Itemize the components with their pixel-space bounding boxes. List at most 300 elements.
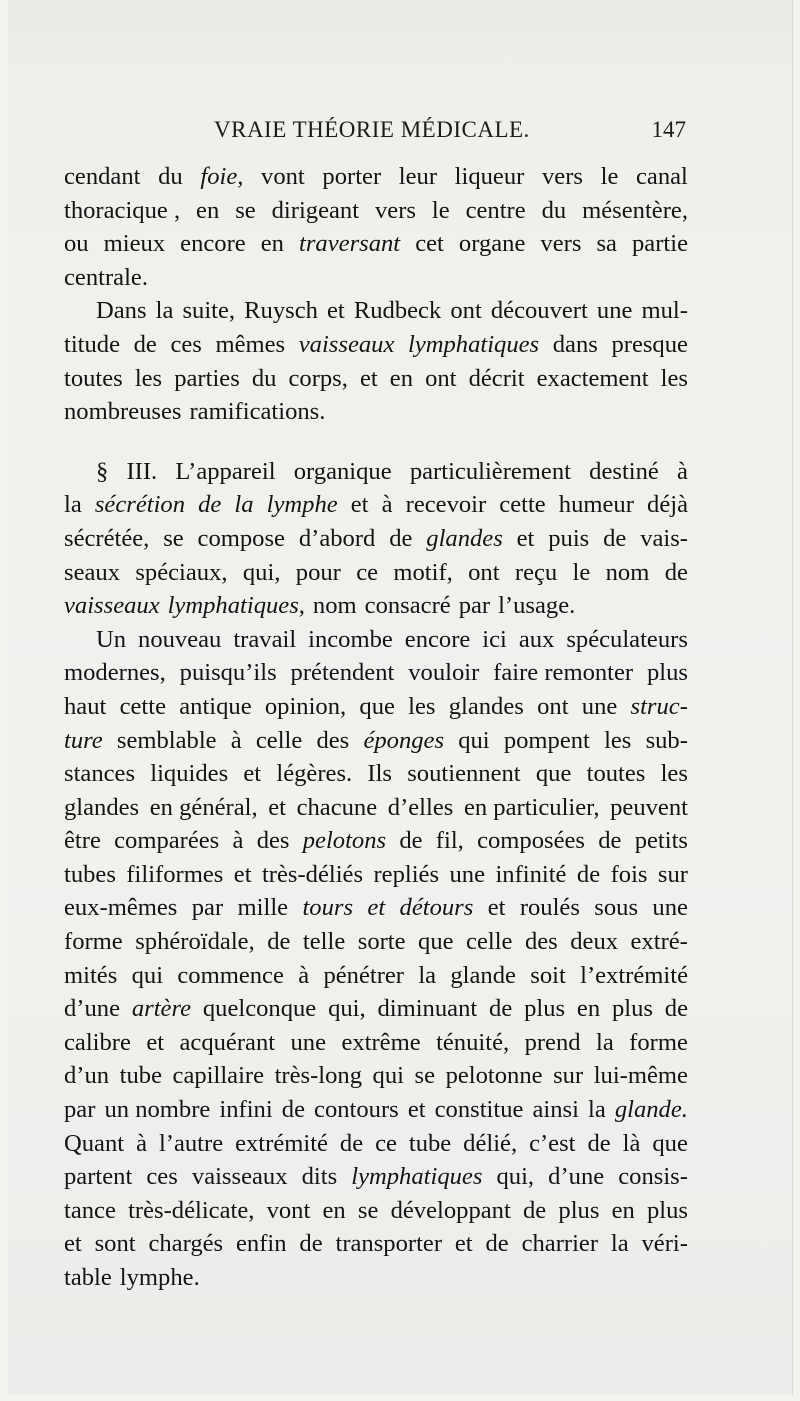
body-text (64, 160, 688, 1295)
word: peuvent (610, 793, 688, 821)
text-line (64, 328, 688, 362)
word: consacré (364, 592, 451, 620)
word: suite, (182, 297, 236, 325)
text-line (64, 1093, 688, 1127)
word: les (660, 760, 688, 788)
word: vaisseaux (191, 1163, 288, 1191)
word: sa (596, 230, 617, 258)
text-line (64, 791, 688, 825)
word: toutes (586, 760, 646, 788)
text-line (64, 1127, 688, 1161)
word: recevoir (405, 491, 487, 519)
word: et (233, 860, 252, 888)
word: ces (146, 1163, 178, 1191)
text-line (64, 925, 688, 959)
word: partie (632, 230, 688, 258)
text-line (64, 194, 688, 228)
word: glande. (614, 1096, 688, 1124)
word: l’autre (158, 1129, 224, 1157)
word: à (232, 827, 244, 855)
word: la (64, 491, 82, 519)
word: sous (594, 894, 639, 922)
word: partent (64, 1163, 133, 1191)
word: à (677, 457, 688, 485)
word: nom (312, 592, 357, 620)
word: vers (374, 196, 416, 224)
word: qui (458, 726, 490, 754)
word: charrier (521, 1230, 599, 1258)
word: un nombre (104, 1096, 211, 1124)
word: et (327, 297, 345, 325)
word: tubes (64, 860, 116, 888)
text-line (64, 261, 688, 295)
word: faire remonter (493, 659, 634, 687)
word: cette (119, 692, 166, 720)
word: l’usage. (498, 592, 576, 620)
word: L’appareil (175, 457, 276, 485)
word: dits (301, 1163, 338, 1191)
word: de (522, 1196, 547, 1224)
word: nouveau (138, 625, 222, 653)
word: pour (295, 558, 341, 586)
word: se (414, 1062, 436, 1090)
word: antique (179, 692, 252, 720)
word: chacune (296, 793, 378, 821)
text-line (64, 824, 688, 858)
word: à (230, 726, 242, 754)
word: extré- (630, 928, 688, 956)
word: extrémité (235, 1129, 328, 1157)
word: ici (482, 625, 507, 653)
text-line (64, 891, 688, 925)
word: liquides (150, 760, 229, 788)
word: en (611, 1196, 635, 1224)
word: de (576, 860, 601, 888)
word: destiné (589, 457, 659, 485)
word: plus (646, 659, 688, 687)
word: motif, (393, 558, 453, 586)
word: sécrétion (94, 491, 185, 519)
word: haut (64, 692, 107, 720)
word: filiformes (126, 860, 224, 888)
word: mille (237, 894, 289, 922)
word: eux-mêmes (64, 894, 178, 922)
word: ture (64, 726, 103, 754)
word: toutes (64, 364, 123, 392)
word: ces (170, 330, 202, 358)
word: de (339, 1129, 364, 1157)
word: foie, (200, 163, 244, 190)
word: particulièrement (409, 457, 571, 485)
word: vaisseaux (64, 592, 160, 620)
word: que (418, 928, 454, 956)
word: organe (458, 230, 526, 258)
word: incombe (308, 625, 393, 653)
word: Ruysch (244, 297, 318, 325)
word: à (136, 1129, 147, 1157)
text-line (64, 455, 688, 489)
text-line (64, 623, 688, 657)
text-line (64, 1026, 688, 1060)
word: et (350, 491, 369, 519)
word: le (431, 196, 450, 224)
word: sub- (645, 726, 688, 754)
text-line (64, 160, 688, 194)
word: plus (524, 995, 566, 1023)
text-line (64, 522, 688, 556)
word: puisqu’ils (179, 659, 277, 687)
word: une (596, 297, 633, 325)
word: corps, (288, 364, 348, 392)
word: commence (177, 961, 284, 989)
word: vais- (640, 524, 688, 552)
word: à (381, 491, 393, 519)
word: presque (611, 330, 688, 358)
word: de (198, 491, 222, 519)
word: constitue (434, 1096, 524, 1124)
text-line (64, 690, 688, 724)
word: sphéroïdale, (135, 928, 255, 956)
word: thoracique , (64, 196, 181, 224)
word: et (268, 793, 286, 821)
word: § (96, 457, 109, 485)
text-line (64, 556, 688, 590)
word: mêmes (215, 330, 286, 358)
word: et (64, 1230, 82, 1258)
text-line (64, 724, 688, 758)
word: par (458, 592, 491, 620)
word: qui, (328, 995, 366, 1023)
word: nom (605, 558, 650, 586)
word: une (449, 860, 485, 888)
word: légères. (276, 760, 353, 788)
word: la (610, 1230, 629, 1258)
word: chargés (148, 1230, 224, 1258)
word: glandes (448, 692, 524, 720)
text-line (64, 488, 688, 522)
word: de (133, 330, 157, 358)
word: Ils (367, 760, 392, 788)
word: opinion, (264, 692, 347, 720)
word: de (664, 558, 688, 586)
word: centre (465, 196, 526, 224)
word: en particulier, (463, 793, 600, 821)
word: les (134, 364, 163, 392)
word: de (299, 1230, 323, 1258)
word: soutiennent (407, 760, 521, 788)
word: parties (174, 364, 240, 392)
word: lymphatiques (407, 330, 540, 358)
word: fois (610, 860, 648, 888)
word: sur (657, 860, 688, 888)
word: celle (466, 928, 513, 956)
word: là (622, 1129, 641, 1157)
word: enfin (236, 1230, 287, 1258)
word: vers (541, 163, 583, 190)
word: de (603, 524, 627, 552)
word: sont (94, 1230, 136, 1258)
word: glande (450, 961, 516, 989)
text-line (64, 227, 688, 261)
word: du (251, 364, 277, 392)
word: cette (499, 491, 546, 519)
word: dirigeant (271, 196, 360, 224)
word: une (581, 692, 618, 720)
word: extrême (341, 1028, 421, 1056)
word: en (322, 1196, 346, 1224)
word: de (389, 524, 413, 552)
word: spéculateurs (566, 625, 688, 653)
word: les (660, 364, 688, 392)
word: traversant (299, 230, 401, 258)
word: ce (375, 1129, 397, 1157)
word: et (243, 760, 262, 788)
word: mul- (641, 297, 688, 325)
word: déjà (647, 491, 688, 519)
word: et (454, 1230, 473, 1258)
word: mieux (103, 230, 166, 258)
section-gap (64, 429, 688, 455)
word: et (146, 1028, 165, 1056)
word: porter (322, 163, 382, 190)
word: du (158, 163, 183, 190)
word: d’une (548, 1163, 605, 1191)
word: quelconque (202, 995, 317, 1023)
word: organique (293, 457, 392, 485)
running-title: VRAIE THÉORIE MÉDICALE. (214, 117, 530, 142)
word: travail (233, 625, 297, 653)
word: ont (450, 297, 482, 325)
word: deux (570, 928, 619, 956)
word: tance (64, 1196, 116, 1224)
word: cet (415, 230, 444, 258)
word: lui-même (593, 1062, 688, 1090)
word: plus (611, 995, 653, 1023)
word: vont (261, 163, 305, 190)
word: mités (64, 961, 118, 989)
word: de (267, 928, 291, 956)
word: forme (64, 928, 123, 956)
text-line (64, 362, 688, 396)
word: fil, (435, 827, 464, 855)
word: développant (390, 1196, 511, 1224)
book-page (8, 0, 793, 1395)
word: compose (197, 524, 285, 552)
word: canal (636, 163, 688, 190)
word: d’elles (387, 793, 454, 821)
word: délié, (463, 1129, 518, 1157)
word: plus (646, 1196, 688, 1224)
word: table (64, 1264, 112, 1291)
word: se (163, 524, 184, 552)
word: des (316, 726, 350, 754)
word: vers (540, 230, 582, 258)
word: la (155, 297, 174, 325)
word: comparées (114, 827, 220, 855)
word: les (408, 692, 436, 720)
word: et (367, 894, 386, 922)
text-line (64, 1059, 688, 1093)
word: se (235, 196, 256, 224)
word: pompent (503, 726, 590, 754)
word: petits (634, 827, 688, 855)
word: en (389, 364, 413, 392)
word: forme (629, 1028, 688, 1056)
word: aux (518, 625, 555, 653)
word: tours (302, 894, 354, 922)
word: de (664, 995, 688, 1023)
word: ont (425, 364, 457, 392)
word: glandes (426, 524, 503, 552)
word: infinité (495, 860, 567, 888)
word: diminuant (377, 995, 478, 1023)
word: consis- (618, 1163, 688, 1191)
word: du (541, 196, 567, 224)
word: la (588, 1096, 606, 1124)
word: Un (96, 625, 127, 653)
word: encore (404, 625, 471, 653)
word: qui, (496, 1163, 535, 1191)
page-number: 147 (651, 117, 686, 142)
word: exactement (536, 364, 649, 392)
word: seaux (64, 558, 120, 586)
word: pelotonne (445, 1062, 543, 1090)
word: puis (548, 524, 590, 552)
word: la (595, 1028, 614, 1056)
word: ténuité, (436, 1028, 510, 1056)
text-line (64, 757, 688, 791)
word: semblable (116, 726, 217, 754)
word: que (359, 692, 395, 720)
word: de (399, 827, 423, 855)
word: c’est (529, 1129, 576, 1157)
text-line (64, 858, 688, 892)
word: Dans (96, 297, 147, 325)
word: spéciaux, (135, 558, 228, 586)
text-line (64, 589, 688, 623)
text-line (64, 959, 688, 993)
word: en (260, 230, 284, 258)
word: transporter (335, 1230, 443, 1258)
word: prétendent (290, 659, 395, 687)
word: humeur (558, 491, 634, 519)
text-line (64, 1227, 688, 1261)
running-header (64, 117, 686, 149)
text-line (64, 395, 688, 429)
word: vaisseaux (298, 330, 395, 358)
word: par (64, 1096, 96, 1124)
word: des (256, 827, 290, 855)
word: lymphatiques (351, 1163, 483, 1191)
word: détours (399, 894, 474, 922)
word: éponges (363, 726, 445, 754)
word: véri- (641, 1230, 688, 1258)
word: roulés (519, 894, 580, 922)
word: qui, (242, 558, 281, 586)
word: et (487, 894, 506, 922)
word: découvert (490, 297, 588, 325)
word: en (196, 196, 220, 224)
word: d’un (64, 1062, 110, 1090)
word: et (407, 1096, 426, 1124)
word: par (191, 894, 224, 922)
word: capillaire (172, 1062, 265, 1090)
word: une (652, 894, 688, 922)
text-line (64, 1261, 688, 1295)
word: artère (131, 995, 192, 1023)
word: Quant (64, 1129, 125, 1157)
word: d’une (64, 995, 120, 1023)
word: lymphe (266, 491, 338, 519)
word: être (64, 827, 101, 855)
word: que (652, 1129, 688, 1157)
word: très-long (274, 1062, 362, 1090)
word: mésentère, (582, 196, 688, 224)
word: reçu (514, 558, 558, 586)
word: de (489, 995, 513, 1023)
word: se (357, 1196, 379, 1224)
word: décrit (468, 364, 525, 392)
word: de (598, 827, 622, 855)
word: nombreuses (64, 398, 182, 426)
text-line (64, 656, 688, 690)
word: encore (180, 230, 246, 258)
word: sécrétée, (64, 524, 150, 552)
word: ce (356, 558, 379, 586)
word: le (600, 163, 619, 190)
word: calibre (64, 1028, 131, 1056)
word: le (572, 558, 591, 586)
word: prend (524, 1028, 581, 1056)
word: ainsi (532, 1096, 579, 1124)
word: l’extrémité (580, 961, 688, 989)
word: glandes (64, 793, 140, 821)
word: pelotons (302, 827, 387, 855)
word: acquérant (179, 1028, 276, 1056)
word: struc- (630, 692, 688, 720)
word: la (234, 491, 254, 519)
word: celle (255, 726, 303, 754)
word: de (485, 1230, 509, 1258)
word: d’abord (298, 524, 376, 552)
word: contours (314, 1096, 399, 1124)
word: titude (64, 330, 121, 358)
word: Rudbeck (353, 297, 442, 325)
word: vont (266, 1196, 311, 1224)
word: des (524, 928, 558, 956)
word: ont (537, 692, 569, 720)
word: de (587, 1129, 611, 1157)
word: sorte (357, 928, 406, 956)
word: les (604, 726, 632, 754)
word: vouloir (408, 659, 480, 687)
word: de (281, 1096, 305, 1124)
word: soit (530, 961, 566, 989)
word: la (418, 961, 437, 989)
text-line (64, 1160, 688, 1194)
text-line (64, 1194, 688, 1228)
word: à (298, 961, 310, 989)
word: III. (126, 457, 158, 485)
word: pénétrer (323, 961, 404, 989)
word: stances (64, 760, 136, 788)
word: sur (553, 1062, 584, 1090)
word: leur (398, 163, 438, 190)
word: modernes, (64, 659, 166, 687)
word: telle (302, 928, 346, 956)
word: tube (119, 1062, 162, 1090)
word: ont (468, 558, 500, 586)
